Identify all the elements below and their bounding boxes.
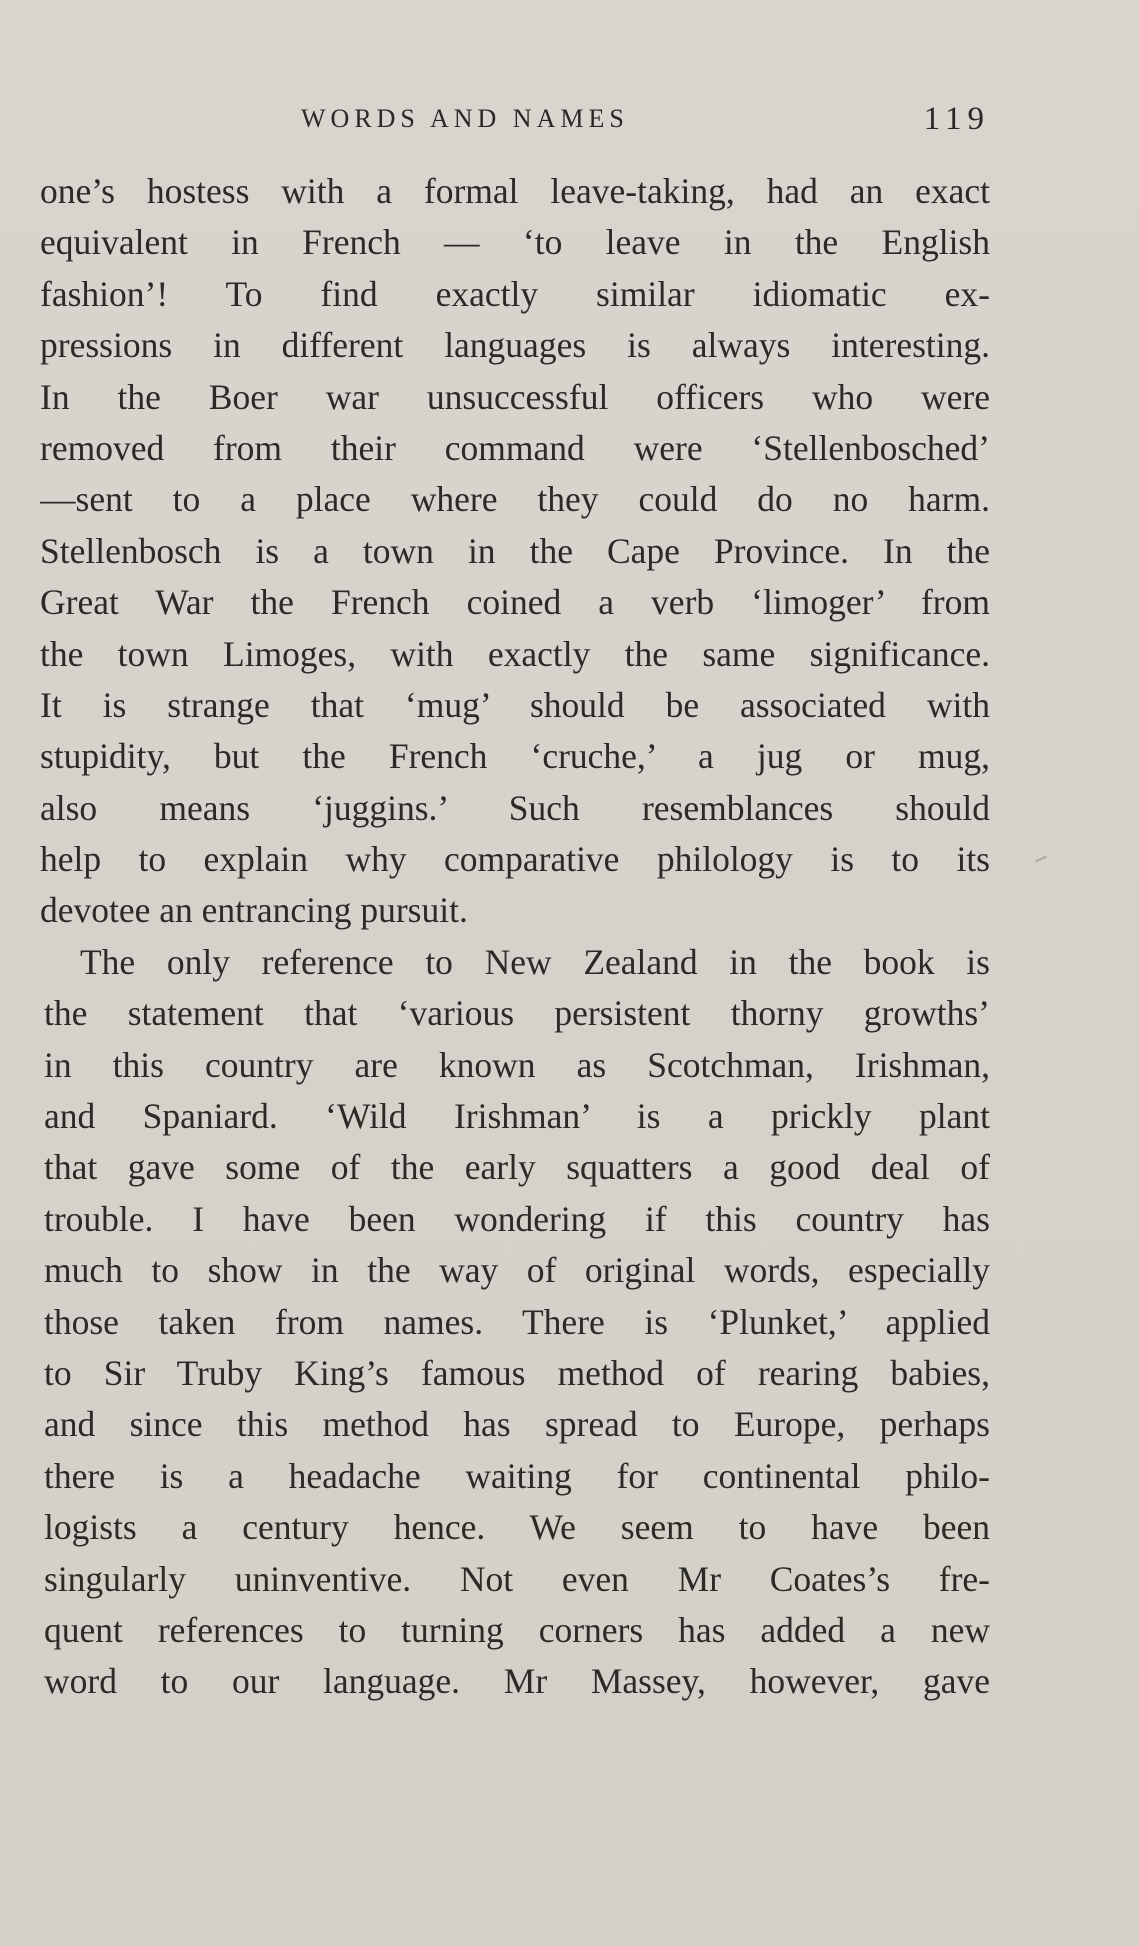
running-title: WORDS AND NAMES <box>301 104 629 133</box>
text-line: singularly uninventive. Not even Mr Coates’s fre- <box>44 1558 990 1599</box>
text-line: The only reference to New Zealand in the book is <box>80 941 990 982</box>
text-line: stupidity, but the French ‘cruche,’ a jug or mug, <box>40 736 990 777</box>
running-head <box>40 101 990 144</box>
pencil-mark <box>1035 856 1047 863</box>
text-line: Great War the French coined a verb ‘limoger’ from <box>40 582 990 623</box>
text-line: help to explain why comparative philology is to its <box>40 839 990 880</box>
text-line: logists a century hence. We seem to have been <box>44 1507 990 1548</box>
text-line: to Sir Truby King’s famous method of rearing babies, <box>44 1352 990 1393</box>
body-text <box>40 166 990 1708</box>
text-line: the town Limoges, with exactly the same significance. <box>40 633 990 674</box>
text-line: there is a headache waiting for continental philo- <box>44 1455 990 1496</box>
text-line: trouble. I have been wondering if this country has <box>44 1198 990 1239</box>
text-line: much to show in the way of original words, especially <box>44 1250 990 1291</box>
text-line: the statement that ‘various persistent thorny growths’ <box>44 993 990 1034</box>
text-line: It is strange that ‘mug’ should be associated with <box>40 684 990 725</box>
text-line: pressions in different languages is always interesting. <box>40 325 990 366</box>
text-line: and since this method has spread to Europe, perhaps <box>44 1404 990 1445</box>
text-line: quent references to turning corners has added a new <box>44 1609 990 1650</box>
text-line: equivalent in French — ‘to leave in the English <box>40 222 990 263</box>
text-line: also means ‘juggins.’ Such resemblances should <box>40 787 990 828</box>
text-line: word to our language. Mr Massey, however, gave <box>44 1661 990 1702</box>
text-line: Stellenbosch is a town in the Cape Province. In the <box>40 530 990 571</box>
text-line: devotee an entrancing pursuit. <box>40 890 468 931</box>
text-line: that gave some of the early squatters a good deal of <box>44 1147 990 1188</box>
text-line: —sent to a place where they could do no harm. <box>40 479 990 520</box>
text-line: those taken from names. There is ‘Plunket,’ applied <box>44 1301 990 1342</box>
page-number: 119 <box>923 101 990 137</box>
text-line: one’s hostess with a formal leave-taking, had an exact <box>40 171 990 211</box>
text-line: In the Boer war unsuccessful officers who were <box>40 376 990 417</box>
text-line: in this country are known as Scotchman, Irishman, <box>44 1044 990 1085</box>
text-line: and Spaniard. ‘Wild Irishman’ is a prickly plant <box>44 1096 990 1137</box>
text-line: fashion’! To find exactly similar idiomatic ex- <box>40 273 990 314</box>
text-line: removed from their command were ‘Stellenbosched’ <box>40 427 990 468</box>
